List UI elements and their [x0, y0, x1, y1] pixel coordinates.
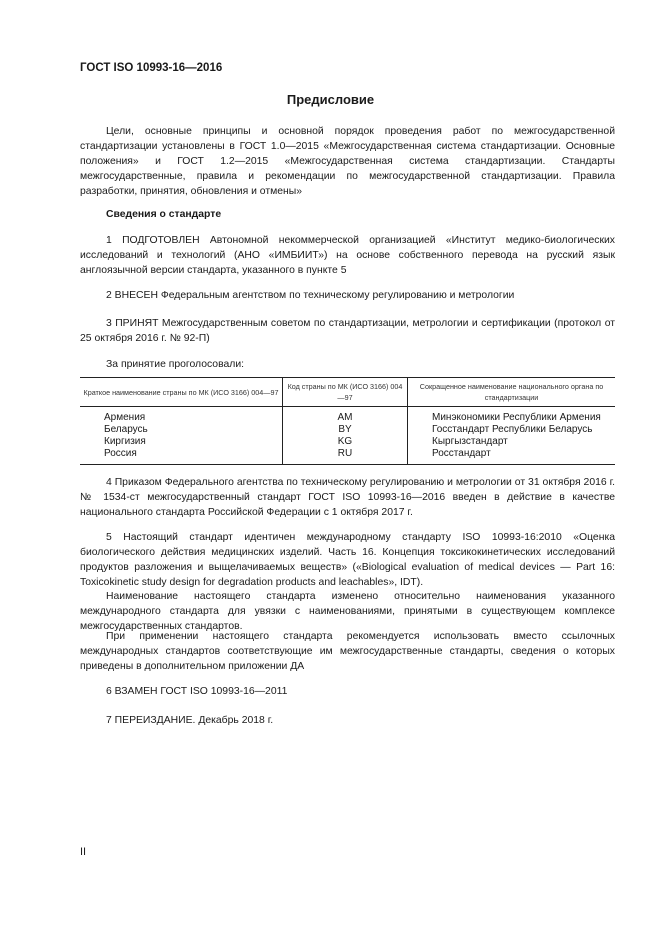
voting-table [80, 377, 615, 465]
country-cell: Беларусь [104, 424, 148, 435]
item-2 [80, 288, 615, 303]
table-header-row [80, 378, 615, 407]
body-cell: Минэкономики Республики Армения [432, 412, 601, 423]
item-5-text: 5 Настоящий стандарт идентичен международному стандарту ISO 10993-16:2010 «Оценка биологического действия медицинских изделий. Часть 16. Концепция токсикокинетических исследований продуктов разложения и выщелачиваемых веществ» («Biological evaluation of medical devices — Part 16: Toxicokinetic study design for degradation products and leachables», IDT). [80, 532, 615, 588]
item-7-text: 7 ПЕРЕИЗДАНИЕ. Декабрь 2018 г. [106, 715, 274, 726]
intro-text: Цели, основные принципы и основной порядок проведения работ по межгосударственной стандартизации установлены в ГОСТ 1.0—2015 «Межгосударственная система стандартизации. Основные положения» и ГОСТ 1.2—2015 «Межгосударственная система стандартизации. Стандарты межгосударственные, правила и рекомендации по межгосударственной стандартизации. Правила разработки, принятия, обновления и отмены» [80, 126, 615, 197]
item-3-text: 3 ПРИНЯТ Межгосударственным советом по стандартизации, метрологии и сертификации (протокол от 25 октября 2016 г. № 92-П) [80, 318, 615, 344]
vote-intro-text: За принятие проголосовали: [106, 359, 245, 370]
item-5 [80, 530, 615, 590]
item-4-text: 4 Приказом Федерального агентства по техническому регулированию и метрологии от 31 октября 2016 г. № 1534-ст межгосударственный стандарт ГОСТ ISO 10993-16—2016 введен в действие в качестве национального стандарта Российской Федерации с 1 октября 2017 г. [80, 477, 615, 518]
item-3 [80, 316, 615, 346]
body-column [408, 407, 616, 465]
item-5-paragraph-2-text: Наименование настоящего стандарта изменено относительно наименования указанного международного стандарта для увязки с наименованиями, принятыми в существующем комплексе межгосударственных стандартов. [80, 591, 615, 632]
page-title: Предисловие [286, 92, 375, 107]
table-row [80, 407, 615, 465]
country-cell: Россия [104, 448, 137, 459]
item-7 [80, 713, 615, 728]
item-1-text: 1 ПОДГОТОВЛЕН Автономной некоммерческой организацией «Институт медико-биологических исследований и технологий (АНО «ИМБИИТ») на основе собственного перевода на русский язык англоязычной версии стандарта, указанного в пункте 5 [80, 235, 615, 276]
code-cell: BY [338, 424, 352, 435]
code-column [283, 407, 408, 465]
country-column [80, 407, 283, 465]
body-cell: Росстандарт [432, 448, 491, 459]
item-5-paragraph-2 [80, 589, 615, 634]
item-5-paragraph-3-text: При применении настоящего стандарта рекомендуется использовать вместо ссылочных международных стандартов соответствующие им межгосударственные стандарты, сведения о которых приведены в дополнительном приложении ДА [80, 631, 615, 672]
vote-intro [80, 357, 615, 372]
item-1 [80, 233, 615, 278]
intro-paragraph [80, 124, 615, 199]
country-cell: Киргизия [104, 436, 146, 447]
document-header: ГОСТ ISO 10993-16—2016 [80, 62, 223, 74]
section-title-text: Сведения о стандарте [106, 209, 222, 220]
code-cell: KG [337, 436, 353, 447]
code-cell: RU [337, 448, 353, 459]
table-header-body: Сокращенное наименование национального органа по стандартизации [408, 378, 616, 407]
item-6-text: 6 ВЗАМЕН ГОСТ ISO 10993-16—2011 [106, 686, 288, 697]
table-header-code: Код страны по МК (ИСО 3166) 004—97 [283, 378, 408, 407]
country-cell: Армения [104, 412, 146, 423]
table-header-country: Краткое наименование страны по МК (ИСО 3166) 004—97 [80, 378, 283, 407]
code-cell: AM [337, 412, 353, 423]
item-6 [80, 684, 615, 699]
page-number: II [80, 846, 87, 858]
item-2-text: 2 ВНЕСЕН Федеральным агентством по техническому регулированию и метрологии [106, 290, 515, 301]
body-cell: Кыргызстандарт [432, 436, 508, 447]
item-5-paragraph-3 [80, 629, 615, 674]
item-4 [80, 475, 615, 520]
body-cell: Госстандарт Республики Беларусь [432, 424, 593, 435]
section-title [80, 207, 615, 222]
